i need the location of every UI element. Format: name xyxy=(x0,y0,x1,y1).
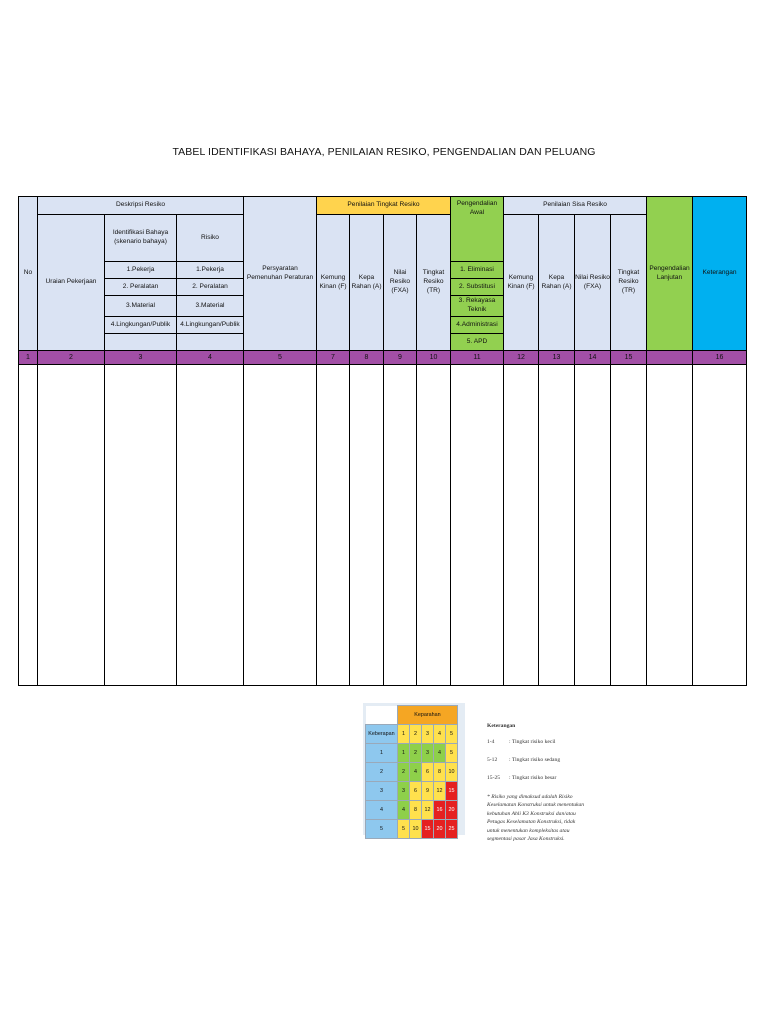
pengendalian-item-3: 3. Rekayasa Teknik xyxy=(451,296,504,317)
matrix-cell: 5 xyxy=(398,820,410,839)
risiko-blank xyxy=(177,334,244,351)
matrix-cell: 20 xyxy=(446,801,458,820)
matrix-keparahan-label: Keparahan xyxy=(398,706,458,725)
body-cell-6[interactable] xyxy=(317,365,350,686)
header-penilaian-sisa: Penilaian Sisa Resiko xyxy=(504,197,647,215)
header-pengendalian-lanjutan: Pengendalian Lanjutan xyxy=(647,197,693,351)
matrix-cell: 8 xyxy=(410,801,422,820)
colnum-14: 15 xyxy=(611,351,647,365)
header-uraian: Uraian Pekerjaan xyxy=(38,215,105,351)
header-keterangan: Keterangan xyxy=(693,197,747,351)
header-kemungkinan: Kemung Kinan (F) xyxy=(317,215,350,351)
matrix-cell: 1 xyxy=(398,744,410,763)
notes-range: 15-25 xyxy=(487,775,501,781)
matrix-cell: 9 xyxy=(422,782,434,801)
matrix-row-label-3: 3 xyxy=(366,782,398,801)
header-penilaian-tingkat: Penilaian Tingkat Resiko xyxy=(317,197,451,215)
header-sisa-keparahan: Kepa Rahan (A) xyxy=(539,215,575,351)
header-tingkat: Tingkat Resiko (TR) xyxy=(417,215,451,351)
risiko-cat-3: 3.Material xyxy=(177,296,244,317)
matrix-col-1: 1 xyxy=(398,725,410,744)
matrix-cell: 15 xyxy=(422,820,434,839)
matrix-cell: 6 xyxy=(422,763,434,782)
document-title: TABEL IDENTIFIKASI BAHAYA, PENILAIAN RESIKO, PENGENDALIAN DAN PELUANG xyxy=(172,146,596,158)
header-pengendalian-awal: Pengendalian Awal xyxy=(451,197,504,262)
identifikasi-blank xyxy=(105,334,177,351)
notes-item-1 xyxy=(487,739,587,745)
matrix-cell: 2 xyxy=(410,744,422,763)
matrix-cell: 6 xyxy=(410,782,422,801)
body-cell-3[interactable] xyxy=(105,365,177,686)
matrix-cell: 20 xyxy=(434,820,446,839)
colnum-12: 13 xyxy=(539,351,575,365)
matrix-cell: 3 xyxy=(398,782,410,801)
notes-text: : Tingkat risiko besar xyxy=(509,775,557,781)
colnum-6: 7 xyxy=(317,351,350,365)
identifikasi-cat-3: 3.Material xyxy=(105,296,177,317)
matrix-cell: 25 xyxy=(446,820,458,839)
body-cell-12[interactable] xyxy=(539,365,575,686)
body-cell-5[interactable] xyxy=(244,365,317,686)
body-cell-16[interactable] xyxy=(693,365,747,686)
body-cell-4[interactable] xyxy=(177,365,244,686)
matrix-corner xyxy=(366,706,398,725)
colnum-2: 2 xyxy=(38,351,105,365)
matrix-cell: 2 xyxy=(398,763,410,782)
header-persyaratan: Persyaratan Pemenuhan Peraturan xyxy=(244,197,317,351)
matrix-col-5: 5 xyxy=(446,725,458,744)
body-cell-15[interactable] xyxy=(647,365,693,686)
identifikasi-cat-1: 1.Pekerja xyxy=(105,262,177,279)
pengendalian-item-5: 5. APD xyxy=(451,334,504,351)
legend-notes xyxy=(487,723,587,843)
matrix-cell: 3 xyxy=(422,744,434,763)
matrix-row-label-2: 2 xyxy=(366,763,398,782)
body-cell-2[interactable] xyxy=(38,365,105,686)
pengendalian-item-1: 1. Eliminasi xyxy=(451,262,504,279)
matrix-cell: 8 xyxy=(434,763,446,782)
matrix-cell: 10 xyxy=(446,763,458,782)
matrix-cell: 12 xyxy=(434,782,446,801)
matrix-col-2: 2 xyxy=(410,725,422,744)
header-sisa-kemungkinan: Kemung Kinan (F) xyxy=(504,215,539,351)
colnum-5: 5 xyxy=(244,351,317,365)
identifikasi-cat-4: 4.Lingkungan/Publik xyxy=(105,317,177,334)
matrix-cell: 15 xyxy=(446,782,458,801)
risiko-cat-4: 4.Lingkungan/Publik xyxy=(177,317,244,334)
body-cell-14[interactable] xyxy=(611,365,647,686)
matrix-cell: 5 xyxy=(446,744,458,763)
header-keparahan: Kepa Rahan (A) xyxy=(350,215,384,351)
risk-table xyxy=(18,196,747,686)
colnum-7: 8 xyxy=(350,351,384,365)
matrix-cell: 16 xyxy=(434,801,446,820)
risk-matrix-legend xyxy=(363,703,465,835)
notes-text: : Tingkat risiko sedang xyxy=(509,757,561,763)
risiko-cat-1: 1.Pekerja xyxy=(177,262,244,279)
colnum-16: 16 xyxy=(693,351,747,365)
body-cell-7[interactable] xyxy=(350,365,384,686)
colnum-10: 11 xyxy=(451,351,504,365)
colnum-11: 12 xyxy=(504,351,539,365)
header-no: No xyxy=(19,197,38,351)
colnum-4: 4 xyxy=(177,351,244,365)
colnum-15 xyxy=(647,351,693,365)
notes-item-3 xyxy=(487,775,587,781)
body-cell-10[interactable] xyxy=(451,365,504,686)
header-deskripsi: Deskripsi Resiko xyxy=(38,197,244,215)
matrix-row-label-1: 1 xyxy=(366,744,398,763)
header-risiko: Risiko xyxy=(177,215,244,262)
matrix-cell: 10 xyxy=(410,820,422,839)
notes-range: 5-12 xyxy=(487,757,498,763)
risk-matrix xyxy=(365,705,458,839)
header-nilai: Nilai Resiko (FXA) xyxy=(384,215,417,351)
notes-item-2 xyxy=(487,757,587,763)
notes-title: Keterangan xyxy=(487,723,516,729)
body-cell-9[interactable] xyxy=(417,365,451,686)
body-cell-1[interactable] xyxy=(19,365,38,686)
matrix-cell: 4 xyxy=(410,763,422,782)
colnum-1: 1 xyxy=(19,351,38,365)
pengendalian-item-4: 4.Administrasi xyxy=(451,317,504,334)
notes-text: : Tingkat risiko kecil xyxy=(509,739,556,745)
colnum-13: 14 xyxy=(575,351,611,365)
matrix-col-4: 4 xyxy=(434,725,446,744)
matrix-cell: 4 xyxy=(434,744,446,763)
matrix-cell: 12 xyxy=(422,801,434,820)
body-cell-11[interactable] xyxy=(504,365,539,686)
risiko-cat-2: 2. Peralatan xyxy=(177,279,244,296)
header-sisa-nilai: Nilai Resiko (FXA) xyxy=(575,215,611,351)
pengendalian-item-2: 2. Substitusi xyxy=(451,279,504,296)
header-sisa-tingkat: Tingkat Resiko (TR) xyxy=(611,215,647,351)
matrix-keberapan-label: Keberapan xyxy=(366,725,398,744)
matrix-col-3: 3 xyxy=(422,725,434,744)
colnum-3: 3 xyxy=(105,351,177,365)
identifikasi-cat-2: 2. Peralatan xyxy=(105,279,177,296)
body-cell-8[interactable] xyxy=(384,365,417,686)
colnum-9: 10 xyxy=(417,351,451,365)
matrix-row-label-4: 4 xyxy=(366,801,398,820)
notes-footnote: * Risiko yang dimaksud adalah Risiko Keselamatan Konstruksi untuk menentukan kebutuhan Ahli K3 Konstruksi dan/atau Petugas Keselamatan Konstruksi, tidak untuk menentukan kompleksitas atau segmentasi pasar Jasa Konstruksi. xyxy=(487,794,585,842)
body-cell-13[interactable] xyxy=(575,365,611,686)
notes-range: 1-4 xyxy=(487,739,495,745)
header-identifikasi: Identifikasi Bahaya (skenario bahaya) xyxy=(105,215,177,262)
matrix-cell: 4 xyxy=(398,801,410,820)
matrix-row-label-5: 5 xyxy=(366,820,398,839)
colnum-8: 9 xyxy=(384,351,417,365)
